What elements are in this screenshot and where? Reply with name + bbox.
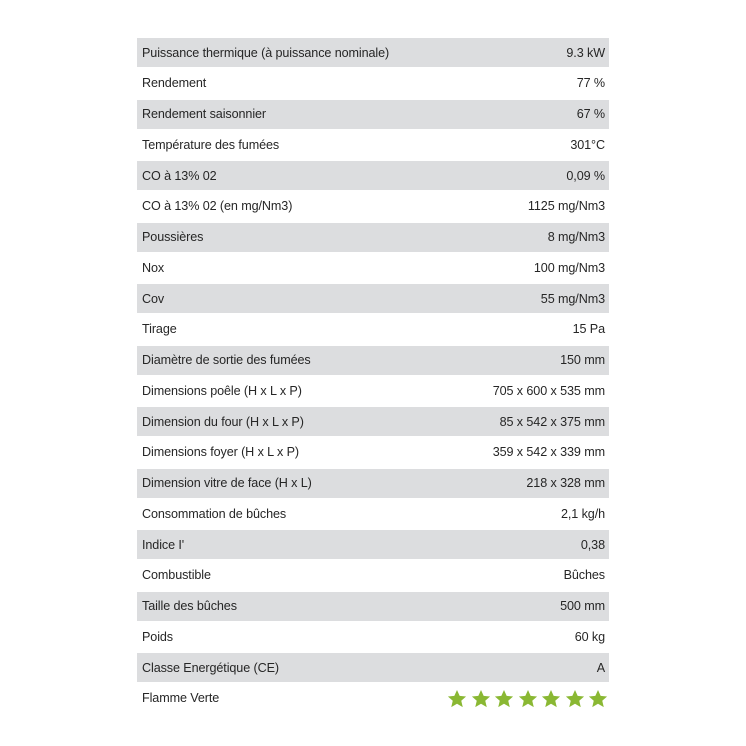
spec-value: 359 x 542 x 339 mm [492,445,605,460]
spec-value: 60 kg [574,629,605,644]
star-icon [447,689,467,709]
spec-row-consommation [137,499,609,528]
spec-label: Diamètre de sortie des fumées [142,353,311,367]
spec-value: 150 mm [560,353,605,367]
spec-value: 67 % [576,107,605,121]
spec-label: Rendement saisonnier [142,107,267,121]
spec-row-diametre-sortie [137,346,609,375]
spec-label: Consommation de bûches [142,506,287,521]
spec-row-co-mg [137,192,609,221]
spec-label: Tirage [142,322,177,337]
spec-label: Dimensions foyer (H x L x P) [142,445,299,460]
spec-row-rendement [137,69,609,98]
spec-row-poids [137,622,609,651]
spec-value: 705 x 600 x 535 mm [492,383,605,398]
spec-row-puissance-thermique [137,38,609,67]
spec-label: Indice I' [142,537,185,552]
spec-row-classe-energetique [137,653,609,682]
spec-label: Dimensions poêle (H x L x P) [142,383,302,398]
spec-row-flamme-verte [137,684,609,713]
spec-value: 301°C [570,137,605,152]
spec-value: 85 x 542 x 375 mm [499,414,605,429]
spec-row-rendement-saisonnier [137,100,609,129]
specifications-table [137,38,609,715]
spec-label: Poids [142,629,174,644]
spec-value: 0,09 % [566,168,605,183]
star-icon [565,689,585,709]
spec-value: 55 mg/Nm3 [540,291,605,306]
spec-row-indice [137,530,609,559]
spec-row-nox [137,253,609,282]
spec-row-tirage [137,315,609,344]
spec-value: 2,1 kg/h [560,506,605,521]
spec-value: 8 mg/Nm3 [547,230,605,244]
spec-value: 1125 mg/Nm3 [527,199,605,214]
spec-label: CO à 13% 02 [142,168,217,183]
star-icon [541,689,561,709]
spec-value: 77 % [576,76,605,91]
spec-row-co-percent [137,161,609,190]
spec-label: Cov [142,291,165,306]
spec-row-dimensions-poele [137,376,609,405]
spec-row-combustible [137,561,609,590]
spec-label: Poussières [142,230,204,244]
spec-label: Taille des bûches [142,599,237,613]
flamme-verte-rating [447,689,608,709]
star-icon [471,689,491,709]
star-icon [494,689,514,709]
spec-value: 500 mm [560,599,605,613]
spec-label: Dimension vitre de face (H x L) [142,476,312,490]
spec-label: Dimension du four (H x L x P) [142,414,304,429]
star-icon [588,689,608,709]
spec-label: Flamme Verte [142,691,220,706]
spec-label: Puissance thermique (à puissance nominale) [142,45,390,60]
spec-label: CO à 13% 02 (en mg/Nm3) [142,199,293,214]
spec-row-dimensions-foyer [137,438,609,467]
spec-row-dimension-vitre [137,469,609,498]
spec-row-taille-buches [137,592,609,621]
spec-label: Classe Energétique (CE) [142,660,279,675]
spec-value: 9.3 kW [566,45,605,60]
spec-label: Rendement [142,76,207,91]
spec-row-cov [137,284,609,313]
spec-label: Nox [142,260,165,275]
spec-value: Bûches [563,568,605,583]
spec-value: 100 mg/Nm3 [533,260,605,275]
spec-row-temperature-fumees [137,130,609,159]
spec-label: Combustible [142,568,211,583]
spec-row-poussieres [137,223,609,252]
spec-value: 218 x 328 mm [526,476,605,490]
spec-value: A [596,660,605,675]
spec-value: 0,38 [580,537,605,552]
spec-row-dimension-four [137,407,609,436]
star-icon [518,689,538,709]
spec-label: Température des fumées [142,137,280,152]
spec-value: 15 Pa [572,322,605,337]
